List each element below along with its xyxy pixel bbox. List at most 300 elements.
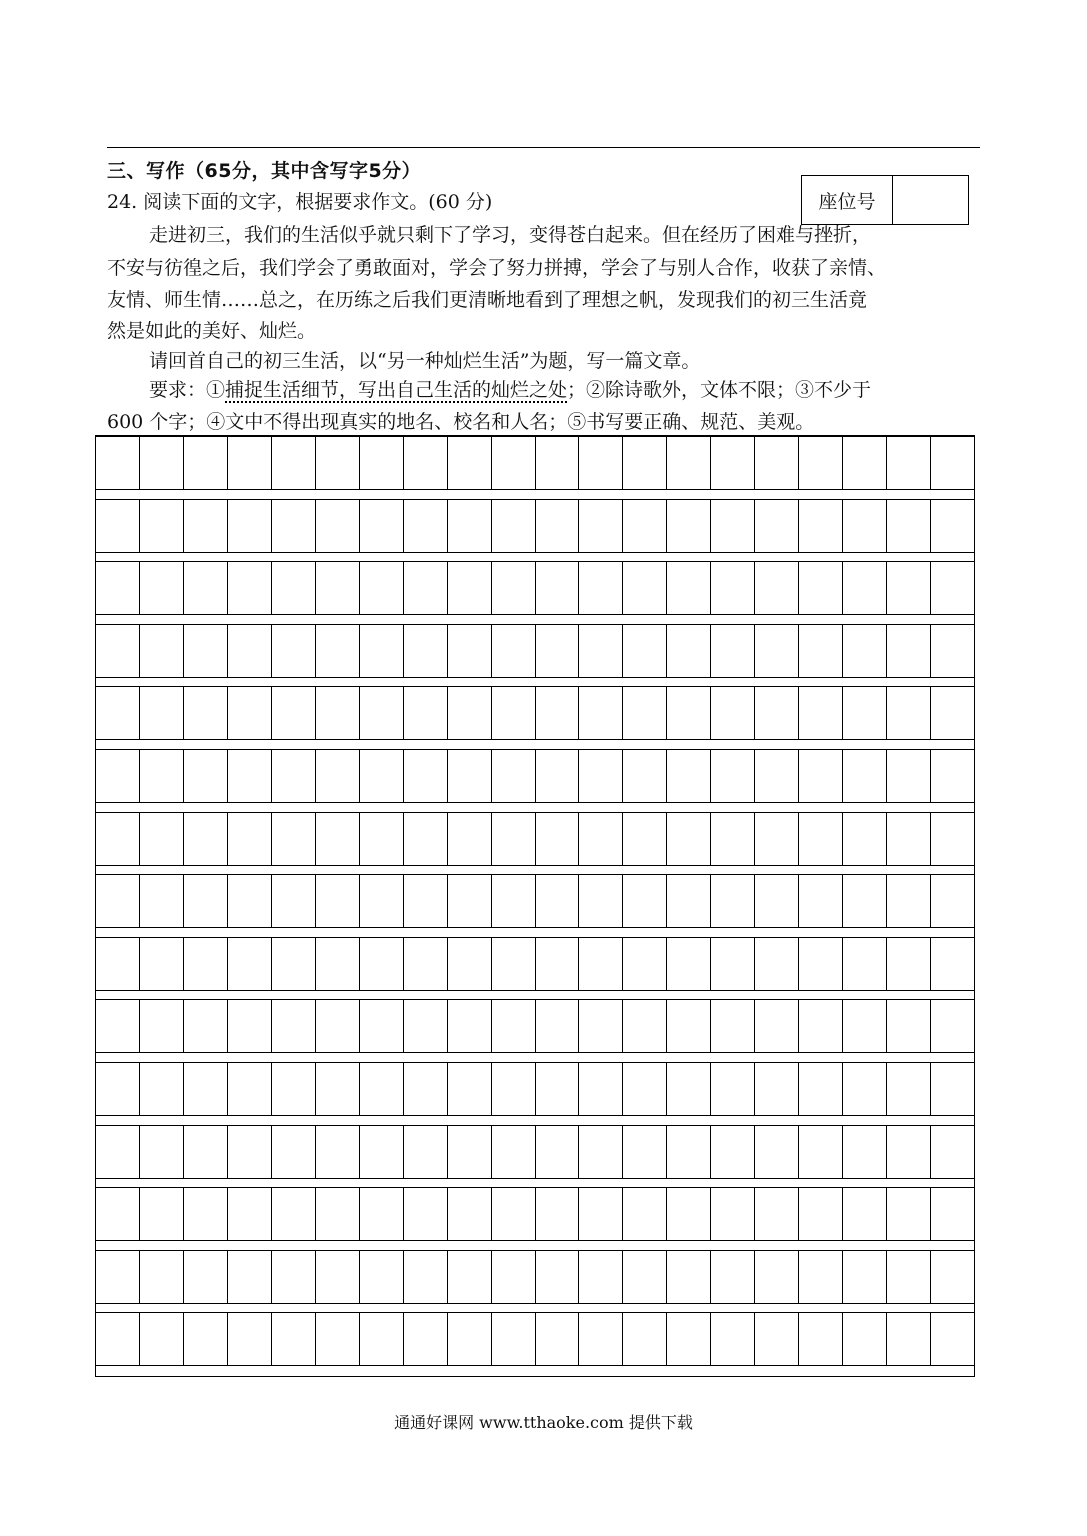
grid-cell[interactable] bbox=[404, 437, 448, 489]
grid-cell[interactable] bbox=[140, 750, 184, 802]
grid-cell[interactable] bbox=[360, 562, 404, 614]
grid-cell[interactable] bbox=[536, 562, 580, 614]
grid-cell[interactable] bbox=[711, 1063, 755, 1115]
grid-cell[interactable] bbox=[755, 1063, 799, 1115]
grid-cell[interactable] bbox=[579, 1000, 623, 1052]
grid-cell[interactable] bbox=[448, 687, 492, 739]
grid-cell[interactable] bbox=[887, 687, 931, 739]
grid-cell[interactable] bbox=[96, 437, 140, 489]
grid-cell[interactable] bbox=[623, 813, 667, 865]
grid-cell[interactable] bbox=[96, 813, 140, 865]
grid-cell[interactable] bbox=[360, 1313, 404, 1365]
grid-cell[interactable] bbox=[667, 1126, 711, 1178]
grid-cell[interactable] bbox=[711, 813, 755, 865]
grid-cell[interactable] bbox=[931, 1000, 974, 1052]
grid-cell[interactable] bbox=[536, 938, 580, 990]
grid-cell[interactable] bbox=[667, 437, 711, 489]
grid-cell[interactable] bbox=[755, 938, 799, 990]
grid-cell[interactable] bbox=[492, 938, 536, 990]
grid-cell[interactable] bbox=[843, 1126, 887, 1178]
grid-cell[interactable] bbox=[931, 625, 974, 677]
grid-cell[interactable] bbox=[448, 1126, 492, 1178]
grid-cell[interactable] bbox=[579, 500, 623, 552]
grid-cell[interactable] bbox=[623, 1063, 667, 1115]
grid-cell[interactable] bbox=[404, 1188, 448, 1240]
grid-cell[interactable] bbox=[316, 437, 360, 489]
grid-cell[interactable] bbox=[492, 687, 536, 739]
grid-cell[interactable] bbox=[404, 938, 448, 990]
grid-cell[interactable] bbox=[667, 813, 711, 865]
grid-cell[interactable] bbox=[140, 1000, 184, 1052]
grid-cell[interactable] bbox=[887, 437, 931, 489]
grid-cell[interactable] bbox=[184, 562, 228, 614]
grid-cell[interactable] bbox=[755, 1126, 799, 1178]
grid-cell[interactable] bbox=[272, 875, 316, 927]
grid-cell[interactable] bbox=[623, 625, 667, 677]
grid-cell[interactable] bbox=[184, 500, 228, 552]
grid-cell[interactable] bbox=[360, 437, 404, 489]
grid-cell[interactable] bbox=[931, 1063, 974, 1115]
grid-cell[interactable] bbox=[887, 625, 931, 677]
grid-cell[interactable] bbox=[448, 875, 492, 927]
grid-cell[interactable] bbox=[931, 813, 974, 865]
grid-cell[interactable] bbox=[579, 1188, 623, 1240]
grid-cell[interactable] bbox=[843, 875, 887, 927]
grid-cell[interactable] bbox=[272, 687, 316, 739]
grid-cell[interactable] bbox=[887, 1313, 931, 1365]
grid-cell[interactable] bbox=[799, 750, 843, 802]
grid-cell[interactable] bbox=[228, 1313, 272, 1365]
grid-cell[interactable] bbox=[931, 1188, 974, 1240]
grid-cell[interactable] bbox=[360, 1251, 404, 1303]
grid-cell[interactable] bbox=[931, 1251, 974, 1303]
grid-cell[interactable] bbox=[579, 562, 623, 614]
grid-cell[interactable] bbox=[887, 938, 931, 990]
grid-cell[interactable] bbox=[448, 625, 492, 677]
grid-cell[interactable] bbox=[799, 562, 843, 614]
grid-cell[interactable] bbox=[492, 1126, 536, 1178]
grid-cell[interactable] bbox=[360, 1063, 404, 1115]
grid-cell[interactable] bbox=[272, 813, 316, 865]
grid-cell[interactable] bbox=[316, 500, 360, 552]
grid-cell[interactable] bbox=[272, 1313, 316, 1365]
grid-cell[interactable] bbox=[360, 938, 404, 990]
grid-cell[interactable] bbox=[316, 1063, 360, 1115]
grid-cell[interactable] bbox=[711, 687, 755, 739]
grid-cell[interactable] bbox=[492, 1313, 536, 1365]
grid-cell[interactable] bbox=[492, 562, 536, 614]
grid-cell[interactable] bbox=[404, 500, 448, 552]
grid-cell[interactable] bbox=[536, 1126, 580, 1178]
grid-cell[interactable] bbox=[667, 1313, 711, 1365]
grid-cell[interactable] bbox=[711, 1313, 755, 1365]
grid-cell[interactable] bbox=[536, 625, 580, 677]
grid-cell[interactable] bbox=[536, 750, 580, 802]
grid-cell[interactable] bbox=[843, 500, 887, 552]
grid-cell[interactable] bbox=[96, 1251, 140, 1303]
grid-cell[interactable] bbox=[711, 938, 755, 990]
grid-cell[interactable] bbox=[360, 750, 404, 802]
grid-cell[interactable] bbox=[140, 500, 184, 552]
grid-cell[interactable] bbox=[404, 625, 448, 677]
grid-cell[interactable] bbox=[931, 750, 974, 802]
grid-cell[interactable] bbox=[360, 875, 404, 927]
grid-cell[interactable] bbox=[448, 1188, 492, 1240]
grid-cell[interactable] bbox=[492, 625, 536, 677]
grid-cell[interactable] bbox=[272, 437, 316, 489]
grid-cell[interactable] bbox=[887, 1063, 931, 1115]
grid-cell[interactable] bbox=[799, 1126, 843, 1178]
grid-cell[interactable] bbox=[184, 687, 228, 739]
grid-cell[interactable] bbox=[360, 1188, 404, 1240]
grid-cell[interactable] bbox=[184, 813, 228, 865]
grid-cell[interactable] bbox=[272, 500, 316, 552]
grid-cell[interactable] bbox=[140, 1063, 184, 1115]
grid-cell[interactable] bbox=[360, 500, 404, 552]
grid-cell[interactable] bbox=[799, 1313, 843, 1365]
grid-cell[interactable] bbox=[711, 875, 755, 927]
grid-cell[interactable] bbox=[316, 938, 360, 990]
grid-cell[interactable] bbox=[184, 938, 228, 990]
grid-cell[interactable] bbox=[140, 687, 184, 739]
grid-cell[interactable] bbox=[667, 562, 711, 614]
grid-cell[interactable] bbox=[184, 1126, 228, 1178]
grid-cell[interactable] bbox=[711, 750, 755, 802]
grid-cell[interactable] bbox=[536, 813, 580, 865]
grid-cell[interactable] bbox=[184, 1313, 228, 1365]
grid-cell[interactable] bbox=[228, 1000, 272, 1052]
grid-cell[interactable] bbox=[96, 625, 140, 677]
grid-cell[interactable] bbox=[931, 1313, 974, 1365]
grid-cell[interactable] bbox=[843, 437, 887, 489]
grid-cell[interactable] bbox=[799, 500, 843, 552]
grid-cell[interactable] bbox=[931, 500, 974, 552]
grid-cell[interactable] bbox=[448, 1063, 492, 1115]
grid-cell[interactable] bbox=[96, 500, 140, 552]
grid-cell[interactable] bbox=[755, 1251, 799, 1303]
grid-cell[interactable] bbox=[404, 875, 448, 927]
grid-cell[interactable] bbox=[623, 687, 667, 739]
grid-cell[interactable] bbox=[536, 500, 580, 552]
grid-cell[interactable] bbox=[799, 875, 843, 927]
grid-cell[interactable] bbox=[623, 437, 667, 489]
grid-cell[interactable] bbox=[711, 437, 755, 489]
grid-cell[interactable] bbox=[404, 1313, 448, 1365]
grid-cell[interactable] bbox=[755, 875, 799, 927]
grid-cell[interactable] bbox=[887, 1251, 931, 1303]
grid-cell[interactable] bbox=[755, 1000, 799, 1052]
grid-cell[interactable] bbox=[667, 1000, 711, 1052]
grid-cell[interactable] bbox=[404, 1063, 448, 1115]
grid-cell[interactable] bbox=[755, 562, 799, 614]
grid-cell[interactable] bbox=[448, 750, 492, 802]
grid-cell[interactable] bbox=[140, 1126, 184, 1178]
grid-cell[interactable] bbox=[667, 687, 711, 739]
grid-cell[interactable] bbox=[536, 1251, 580, 1303]
grid-cell[interactable] bbox=[623, 938, 667, 990]
grid-cell[interactable] bbox=[404, 1126, 448, 1178]
grid-cell[interactable] bbox=[579, 1251, 623, 1303]
grid-cell[interactable] bbox=[448, 1313, 492, 1365]
grid-cell[interactable] bbox=[184, 1251, 228, 1303]
grid-cell[interactable] bbox=[755, 813, 799, 865]
grid-cell[interactable] bbox=[272, 1063, 316, 1115]
grid-cell[interactable] bbox=[931, 938, 974, 990]
grid-cell[interactable] bbox=[711, 562, 755, 614]
grid-cell[interactable] bbox=[799, 1251, 843, 1303]
grid-cell[interactable] bbox=[316, 562, 360, 614]
grid-cell[interactable] bbox=[667, 875, 711, 927]
grid-cell[interactable] bbox=[184, 875, 228, 927]
grid-cell[interactable] bbox=[799, 687, 843, 739]
grid-cell[interactable] bbox=[492, 750, 536, 802]
grid-cell[interactable] bbox=[711, 1126, 755, 1178]
grid-cell[interactable] bbox=[931, 1126, 974, 1178]
grid-cell[interactable] bbox=[887, 750, 931, 802]
grid-cell[interactable] bbox=[404, 750, 448, 802]
grid-cell[interactable] bbox=[140, 1188, 184, 1240]
grid-cell[interactable] bbox=[448, 437, 492, 489]
grid-cell[interactable] bbox=[843, 1251, 887, 1303]
grid-cell[interactable] bbox=[623, 750, 667, 802]
grid-cell[interactable] bbox=[536, 437, 580, 489]
grid-cell[interactable] bbox=[536, 1063, 580, 1115]
grid-cell[interactable] bbox=[623, 562, 667, 614]
grid-cell[interactable] bbox=[316, 1188, 360, 1240]
grid-cell[interactable] bbox=[843, 938, 887, 990]
grid-cell[interactable] bbox=[755, 625, 799, 677]
seat-number-field[interactable] bbox=[893, 176, 968, 224]
grid-cell[interactable] bbox=[184, 750, 228, 802]
grid-cell[interactable] bbox=[228, 562, 272, 614]
grid-cell[interactable] bbox=[579, 750, 623, 802]
grid-cell[interactable] bbox=[96, 1313, 140, 1365]
grid-cell[interactable] bbox=[184, 1188, 228, 1240]
grid-cell[interactable] bbox=[579, 625, 623, 677]
grid-cell[interactable] bbox=[96, 1063, 140, 1115]
grid-cell[interactable] bbox=[536, 1000, 580, 1052]
grid-cell[interactable] bbox=[96, 750, 140, 802]
grid-cell[interactable] bbox=[404, 813, 448, 865]
grid-cell[interactable] bbox=[711, 1188, 755, 1240]
grid-cell[interactable] bbox=[316, 875, 360, 927]
grid-cell[interactable] bbox=[711, 625, 755, 677]
grid-cell[interactable] bbox=[184, 1063, 228, 1115]
grid-cell[interactable] bbox=[228, 813, 272, 865]
grid-cell[interactable] bbox=[887, 1126, 931, 1178]
grid-cell[interactable] bbox=[448, 1000, 492, 1052]
grid-cell[interactable] bbox=[96, 562, 140, 614]
grid-cell[interactable] bbox=[140, 562, 184, 614]
grid-cell[interactable] bbox=[492, 875, 536, 927]
grid-cell[interactable] bbox=[228, 875, 272, 927]
grid-cell[interactable] bbox=[360, 813, 404, 865]
grid-cell[interactable] bbox=[799, 813, 843, 865]
grid-cell[interactable] bbox=[404, 1251, 448, 1303]
grid-cell[interactable] bbox=[579, 1063, 623, 1115]
grid-cell[interactable] bbox=[711, 1251, 755, 1303]
grid-cell[interactable] bbox=[667, 750, 711, 802]
grid-cell[interactable] bbox=[667, 1251, 711, 1303]
grid-cell[interactable] bbox=[316, 1126, 360, 1178]
grid-cell[interactable] bbox=[931, 562, 974, 614]
grid-cell[interactable] bbox=[228, 750, 272, 802]
grid-cell[interactable] bbox=[360, 1000, 404, 1052]
grid-cell[interactable] bbox=[184, 437, 228, 489]
grid-cell[interactable] bbox=[623, 1188, 667, 1240]
grid-cell[interactable] bbox=[316, 1000, 360, 1052]
grid-cell[interactable] bbox=[843, 813, 887, 865]
grid-cell[interactable] bbox=[228, 437, 272, 489]
grid-cell[interactable] bbox=[492, 813, 536, 865]
grid-cell[interactable] bbox=[492, 1188, 536, 1240]
grid-cell[interactable] bbox=[579, 813, 623, 865]
grid-cell[interactable] bbox=[492, 437, 536, 489]
grid-cell[interactable] bbox=[96, 687, 140, 739]
grid-cell[interactable] bbox=[140, 813, 184, 865]
grid-cell[interactable] bbox=[228, 625, 272, 677]
grid-cell[interactable] bbox=[799, 938, 843, 990]
grid-cell[interactable] bbox=[711, 500, 755, 552]
grid-cell[interactable] bbox=[843, 750, 887, 802]
grid-cell[interactable] bbox=[755, 1313, 799, 1365]
grid-cell[interactable] bbox=[360, 687, 404, 739]
grid-cell[interactable] bbox=[448, 500, 492, 552]
grid-cell[interactable] bbox=[360, 625, 404, 677]
grid-cell[interactable] bbox=[623, 1126, 667, 1178]
grid-cell[interactable] bbox=[579, 875, 623, 927]
grid-cell[interactable] bbox=[843, 1000, 887, 1052]
grid-cell[interactable] bbox=[448, 938, 492, 990]
grid-cell[interactable] bbox=[184, 625, 228, 677]
grid-cell[interactable] bbox=[579, 437, 623, 489]
grid-cell[interactable] bbox=[667, 1188, 711, 1240]
grid-cell[interactable] bbox=[316, 813, 360, 865]
grid-cell[interactable] bbox=[272, 1000, 316, 1052]
grid-cell[interactable] bbox=[887, 562, 931, 614]
grid-cell[interactable] bbox=[887, 813, 931, 865]
grid-cell[interactable] bbox=[140, 1313, 184, 1365]
grid-cell[interactable] bbox=[623, 500, 667, 552]
grid-cell[interactable] bbox=[799, 625, 843, 677]
grid-cell[interactable] bbox=[140, 938, 184, 990]
grid-cell[interactable] bbox=[843, 625, 887, 677]
grid-cell[interactable] bbox=[228, 500, 272, 552]
grid-cell[interactable] bbox=[887, 1188, 931, 1240]
grid-cell[interactable] bbox=[492, 1251, 536, 1303]
grid-cell[interactable] bbox=[228, 1251, 272, 1303]
grid-cell[interactable] bbox=[755, 1188, 799, 1240]
grid-cell[interactable] bbox=[623, 1251, 667, 1303]
grid-cell[interactable] bbox=[843, 687, 887, 739]
grid-cell[interactable] bbox=[140, 437, 184, 489]
grid-cell[interactable] bbox=[272, 1251, 316, 1303]
grid-cell[interactable] bbox=[228, 1126, 272, 1178]
grid-cell[interactable] bbox=[799, 1000, 843, 1052]
grid-cell[interactable] bbox=[448, 1251, 492, 1303]
grid-cell[interactable] bbox=[360, 1126, 404, 1178]
grid-cell[interactable] bbox=[96, 1126, 140, 1178]
grid-cell[interactable] bbox=[184, 1000, 228, 1052]
grid-cell[interactable] bbox=[492, 1063, 536, 1115]
grid-cell[interactable] bbox=[755, 500, 799, 552]
grid-cell[interactable] bbox=[316, 750, 360, 802]
grid-cell[interactable] bbox=[887, 1000, 931, 1052]
grid-cell[interactable] bbox=[536, 687, 580, 739]
grid-cell[interactable] bbox=[228, 938, 272, 990]
grid-cell[interactable] bbox=[272, 562, 316, 614]
grid-cell[interactable] bbox=[96, 1188, 140, 1240]
grid-cell[interactable] bbox=[492, 500, 536, 552]
grid-cell[interactable] bbox=[96, 1000, 140, 1052]
grid-cell[interactable] bbox=[755, 437, 799, 489]
grid-cell[interactable] bbox=[140, 625, 184, 677]
grid-cell[interactable] bbox=[316, 1251, 360, 1303]
grid-cell[interactable] bbox=[272, 1188, 316, 1240]
grid-cell[interactable] bbox=[931, 687, 974, 739]
grid-cell[interactable] bbox=[799, 437, 843, 489]
grid-cell[interactable] bbox=[272, 938, 316, 990]
grid-cell[interactable] bbox=[536, 1313, 580, 1365]
grid-cell[interactable] bbox=[96, 938, 140, 990]
grid-cell[interactable] bbox=[799, 1188, 843, 1240]
grid-cell[interactable] bbox=[316, 625, 360, 677]
grid-cell[interactable] bbox=[843, 1063, 887, 1115]
grid-cell[interactable] bbox=[272, 750, 316, 802]
grid-cell[interactable] bbox=[623, 875, 667, 927]
grid-cell[interactable] bbox=[536, 1188, 580, 1240]
grid-cell[interactable] bbox=[843, 1188, 887, 1240]
grid-cell[interactable] bbox=[931, 875, 974, 927]
grid-cell[interactable] bbox=[667, 625, 711, 677]
grid-cell[interactable] bbox=[623, 1000, 667, 1052]
grid-cell[interactable] bbox=[272, 1126, 316, 1178]
grid-cell[interactable] bbox=[228, 687, 272, 739]
grid-cell[interactable] bbox=[404, 1000, 448, 1052]
grid-cell[interactable] bbox=[404, 562, 448, 614]
grid-cell[interactable] bbox=[579, 687, 623, 739]
grid-cell[interactable] bbox=[228, 1188, 272, 1240]
grid-cell[interactable] bbox=[887, 875, 931, 927]
grid-cell[interactable] bbox=[623, 1313, 667, 1365]
grid-cell[interactable] bbox=[140, 1251, 184, 1303]
grid-cell[interactable] bbox=[448, 813, 492, 865]
grid-cell[interactable] bbox=[579, 938, 623, 990]
grid-cell[interactable] bbox=[799, 1063, 843, 1115]
grid-cell[interactable] bbox=[887, 500, 931, 552]
grid-cell[interactable] bbox=[448, 562, 492, 614]
grid-cell[interactable] bbox=[931, 437, 974, 489]
grid-cell[interactable] bbox=[843, 1313, 887, 1365]
grid-cell[interactable] bbox=[711, 1000, 755, 1052]
grid-cell[interactable] bbox=[316, 1313, 360, 1365]
grid-cell[interactable] bbox=[96, 875, 140, 927]
grid-cell[interactable] bbox=[755, 687, 799, 739]
grid-cell[interactable] bbox=[667, 1063, 711, 1115]
grid-cell[interactable] bbox=[579, 1126, 623, 1178]
grid-cell[interactable] bbox=[667, 500, 711, 552]
grid-cell[interactable] bbox=[843, 562, 887, 614]
grid-cell[interactable] bbox=[404, 687, 448, 739]
grid-cell[interactable] bbox=[228, 1063, 272, 1115]
grid-cell[interactable] bbox=[755, 750, 799, 802]
grid-cell[interactable] bbox=[492, 1000, 536, 1052]
grid-cell[interactable] bbox=[272, 625, 316, 677]
grid-cell[interactable] bbox=[579, 1313, 623, 1365]
grid-cell[interactable] bbox=[316, 687, 360, 739]
grid-cell[interactable] bbox=[667, 938, 711, 990]
grid-cell[interactable] bbox=[536, 875, 580, 927]
